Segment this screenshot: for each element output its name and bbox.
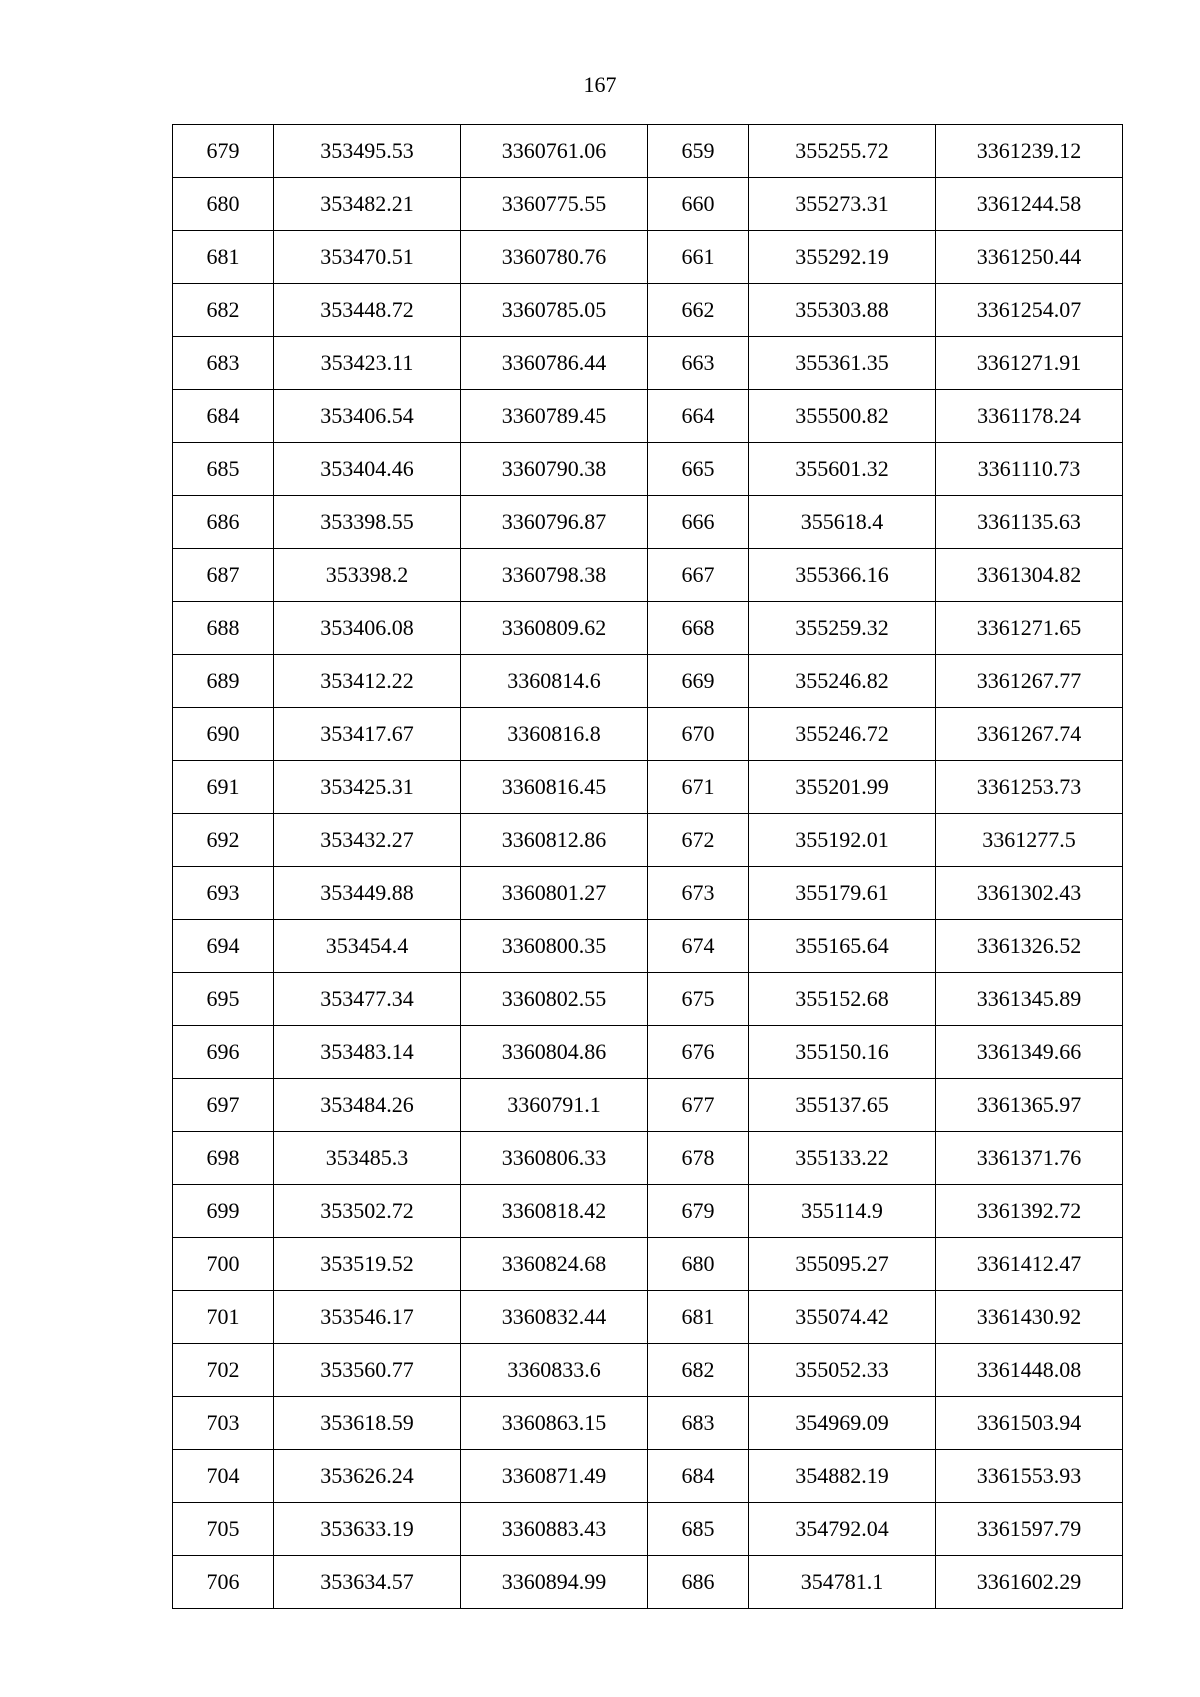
cell-point-id-left: 699	[173, 1185, 274, 1238]
cell-point-id-left: 680	[173, 178, 274, 231]
cell-point-id-right: 676	[648, 1026, 749, 1079]
cell-x-left: 353546.17	[274, 1291, 461, 1344]
table-row	[173, 231, 1123, 284]
cell-point-id-right: 663	[648, 337, 749, 390]
cell-x-right: 355246.72	[749, 708, 936, 761]
cell-y-left: 3360801.27	[461, 867, 648, 920]
cell-x-right: 355618.4	[749, 496, 936, 549]
cell-y-left: 3360798.38	[461, 549, 648, 602]
cell-x-left: 353519.52	[274, 1238, 461, 1291]
cell-x-left: 353560.77	[274, 1344, 461, 1397]
cell-point-id-right: 671	[648, 761, 749, 814]
cell-point-id-left: 696	[173, 1026, 274, 1079]
cell-x-right: 355361.35	[749, 337, 936, 390]
cell-x-left: 353483.14	[274, 1026, 461, 1079]
cell-y-left: 3360894.99	[461, 1556, 648, 1609]
cell-y-right: 3361412.47	[936, 1238, 1123, 1291]
cell-point-id-left: 690	[173, 708, 274, 761]
cell-y-right: 3361304.82	[936, 549, 1123, 602]
cell-x-left: 353412.22	[274, 655, 461, 708]
cell-x-right: 355601.32	[749, 443, 936, 496]
cell-y-left: 3360786.44	[461, 337, 648, 390]
cell-y-left: 3360816.8	[461, 708, 648, 761]
cell-point-id-right: 665	[648, 443, 749, 496]
cell-y-right: 3361349.66	[936, 1026, 1123, 1079]
cell-y-right: 3361430.92	[936, 1291, 1123, 1344]
cell-y-right: 3361371.76	[936, 1132, 1123, 1185]
cell-point-id-right: 672	[648, 814, 749, 867]
cell-x-right: 354882.19	[749, 1450, 936, 1503]
table-row	[173, 1503, 1123, 1556]
cell-x-right: 355052.33	[749, 1344, 936, 1397]
table-row	[173, 973, 1123, 1026]
cell-x-left: 353398.2	[274, 549, 461, 602]
cell-point-id-left: 697	[173, 1079, 274, 1132]
cell-y-left: 3360804.86	[461, 1026, 648, 1079]
cell-point-id-right: 668	[648, 602, 749, 655]
cell-point-id-right: 669	[648, 655, 749, 708]
cell-point-id-right: 662	[648, 284, 749, 337]
cell-point-id-left: 685	[173, 443, 274, 496]
cell-y-left: 3360824.68	[461, 1238, 648, 1291]
cell-y-left: 3360800.35	[461, 920, 648, 973]
cell-y-left: 3360814.6	[461, 655, 648, 708]
cell-x-right: 355259.32	[749, 602, 936, 655]
cell-x-left: 353404.46	[274, 443, 461, 496]
table-row	[173, 708, 1123, 761]
table-row	[173, 1026, 1123, 1079]
cell-point-id-right: 670	[648, 708, 749, 761]
cell-x-right: 354781.1	[749, 1556, 936, 1609]
cell-x-left: 353454.4	[274, 920, 461, 973]
cell-y-left: 3360761.06	[461, 125, 648, 178]
cell-point-id-right: 682	[648, 1344, 749, 1397]
cell-x-right: 355303.88	[749, 284, 936, 337]
table-row	[173, 549, 1123, 602]
table-row	[173, 443, 1123, 496]
table-row	[173, 655, 1123, 708]
cell-point-id-left: 679	[173, 125, 274, 178]
coordinate-table	[172, 124, 1123, 1609]
cell-y-right: 3361392.72	[936, 1185, 1123, 1238]
cell-x-left: 353406.54	[274, 390, 461, 443]
cell-y-left: 3360791.1	[461, 1079, 648, 1132]
cell-x-left: 353432.27	[274, 814, 461, 867]
cell-y-right: 3361326.52	[936, 920, 1123, 973]
cell-y-right: 3361503.94	[936, 1397, 1123, 1450]
cell-x-right: 354792.04	[749, 1503, 936, 1556]
cell-y-left: 3360796.87	[461, 496, 648, 549]
cell-x-left: 353484.26	[274, 1079, 461, 1132]
cell-x-right: 355246.82	[749, 655, 936, 708]
cell-x-left: 353470.51	[274, 231, 461, 284]
cell-point-id-left: 684	[173, 390, 274, 443]
cell-point-id-left: 701	[173, 1291, 274, 1344]
cell-x-right: 355201.99	[749, 761, 936, 814]
cell-point-id-left: 683	[173, 337, 274, 390]
cell-point-id-right: 675	[648, 973, 749, 1026]
table-row	[173, 1556, 1123, 1609]
cell-x-right: 355114.9	[749, 1185, 936, 1238]
table-row	[173, 1079, 1123, 1132]
cell-y-left: 3360780.76	[461, 231, 648, 284]
table-row	[173, 1397, 1123, 1450]
cell-x-right: 355150.16	[749, 1026, 936, 1079]
cell-x-right: 355179.61	[749, 867, 936, 920]
cell-x-right: 355074.42	[749, 1291, 936, 1344]
cell-point-id-right: 678	[648, 1132, 749, 1185]
cell-y-right: 3361277.5	[936, 814, 1123, 867]
cell-x-left: 353626.24	[274, 1450, 461, 1503]
cell-y-left: 3360802.55	[461, 973, 648, 1026]
cell-y-right: 3361597.79	[936, 1503, 1123, 1556]
cell-x-left: 353482.21	[274, 178, 461, 231]
cell-y-right: 3361267.74	[936, 708, 1123, 761]
cell-y-right: 3361602.29	[936, 1556, 1123, 1609]
table-row	[173, 496, 1123, 549]
cell-x-left: 353633.19	[274, 1503, 461, 1556]
cell-x-left: 353477.34	[274, 973, 461, 1026]
cell-point-id-right: 680	[648, 1238, 749, 1291]
cell-point-id-right: 674	[648, 920, 749, 973]
cell-x-right: 354969.09	[749, 1397, 936, 1450]
cell-point-id-right: 686	[648, 1556, 749, 1609]
cell-x-right: 355152.68	[749, 973, 936, 1026]
cell-point-id-left: 704	[173, 1450, 274, 1503]
cell-y-left: 3360790.38	[461, 443, 648, 496]
cell-x-right: 355165.64	[749, 920, 936, 973]
cell-x-left: 353423.11	[274, 337, 461, 390]
cell-point-id-left: 682	[173, 284, 274, 337]
table-row	[173, 602, 1123, 655]
cell-y-right: 3361253.73	[936, 761, 1123, 814]
cell-y-right: 3361254.07	[936, 284, 1123, 337]
cell-point-id-left: 692	[173, 814, 274, 867]
cell-x-right: 355500.82	[749, 390, 936, 443]
cell-y-left: 3360871.49	[461, 1450, 648, 1503]
cell-point-id-left: 689	[173, 655, 274, 708]
cell-x-left: 353406.08	[274, 602, 461, 655]
cell-y-left: 3360833.6	[461, 1344, 648, 1397]
cell-x-left: 353495.53	[274, 125, 461, 178]
cell-point-id-left: 691	[173, 761, 274, 814]
page-number: 167	[583, 72, 617, 97]
cell-y-left: 3360832.44	[461, 1291, 648, 1344]
cell-point-id-left: 688	[173, 602, 274, 655]
cell-y-right: 3361178.24	[936, 390, 1123, 443]
cell-point-id-right: 659	[648, 125, 749, 178]
cell-point-id-left: 686	[173, 496, 274, 549]
table-row	[173, 125, 1123, 178]
cell-point-id-left: 695	[173, 973, 274, 1026]
cell-y-left: 3360818.42	[461, 1185, 648, 1238]
cell-point-id-left: 706	[173, 1556, 274, 1609]
cell-point-id-right: 681	[648, 1291, 749, 1344]
cell-point-id-right: 684	[648, 1450, 749, 1503]
cell-y-right: 3361267.77	[936, 655, 1123, 708]
cell-x-right: 355137.65	[749, 1079, 936, 1132]
cell-y-right: 3361250.44	[936, 231, 1123, 284]
cell-x-right: 355273.31	[749, 178, 936, 231]
table-row	[173, 867, 1123, 920]
cell-y-right: 3361110.73	[936, 443, 1123, 496]
cell-y-left: 3360816.45	[461, 761, 648, 814]
cell-point-id-left: 694	[173, 920, 274, 973]
table-row	[173, 337, 1123, 390]
cell-point-id-right: 666	[648, 496, 749, 549]
table-row	[173, 284, 1123, 337]
cell-y-left: 3360775.55	[461, 178, 648, 231]
cell-y-right: 3361271.91	[936, 337, 1123, 390]
cell-point-id-left: 703	[173, 1397, 274, 1450]
cell-point-id-left: 700	[173, 1238, 274, 1291]
cell-x-right: 355366.16	[749, 549, 936, 602]
cell-point-id-left: 687	[173, 549, 274, 602]
table-row	[173, 761, 1123, 814]
table-row	[173, 178, 1123, 231]
cell-point-id-right: 673	[648, 867, 749, 920]
cell-y-left: 3360863.15	[461, 1397, 648, 1450]
cell-x-left: 353485.3	[274, 1132, 461, 1185]
cell-y-right: 3361135.63	[936, 496, 1123, 549]
cell-y-left: 3360809.62	[461, 602, 648, 655]
cell-x-right: 355133.22	[749, 1132, 936, 1185]
table-row	[173, 920, 1123, 973]
cell-x-right: 355292.19	[749, 231, 936, 284]
cell-y-right: 3361448.08	[936, 1344, 1123, 1397]
cell-y-left: 3360812.86	[461, 814, 648, 867]
cell-point-id-right: 679	[648, 1185, 749, 1238]
cell-x-right: 355095.27	[749, 1238, 936, 1291]
cell-x-left: 353618.59	[274, 1397, 461, 1450]
cell-y-right: 3361345.89	[936, 973, 1123, 1026]
cell-point-id-right: 683	[648, 1397, 749, 1450]
cell-x-left: 353448.72	[274, 284, 461, 337]
table-row	[173, 1291, 1123, 1344]
cell-y-left: 3360785.05	[461, 284, 648, 337]
table-row	[173, 1450, 1123, 1503]
cell-point-id-right: 685	[648, 1503, 749, 1556]
cell-y-right: 3361244.58	[936, 178, 1123, 231]
table-row	[173, 1185, 1123, 1238]
cell-y-right: 3361553.93	[936, 1450, 1123, 1503]
cell-x-left: 353425.31	[274, 761, 461, 814]
cell-y-right: 3361365.97	[936, 1079, 1123, 1132]
table-row	[173, 1344, 1123, 1397]
cell-y-left: 3360789.45	[461, 390, 648, 443]
cell-x-left: 353502.72	[274, 1185, 461, 1238]
cell-x-left: 353449.88	[274, 867, 461, 920]
cell-point-id-right: 677	[648, 1079, 749, 1132]
cell-x-right: 355192.01	[749, 814, 936, 867]
cell-point-id-left: 702	[173, 1344, 274, 1397]
cell-point-id-left: 705	[173, 1503, 274, 1556]
cell-y-left: 3360806.33	[461, 1132, 648, 1185]
cell-x-left: 353417.67	[274, 708, 461, 761]
table-row	[173, 1132, 1123, 1185]
cell-point-id-right: 664	[648, 390, 749, 443]
cell-point-id-right: 660	[648, 178, 749, 231]
cell-point-id-left: 698	[173, 1132, 274, 1185]
table-row	[173, 814, 1123, 867]
cell-point-id-left: 693	[173, 867, 274, 920]
cell-y-right: 3361271.65	[936, 602, 1123, 655]
cell-y-right: 3361302.43	[936, 867, 1123, 920]
cell-y-left: 3360883.43	[461, 1503, 648, 1556]
table-row	[173, 1238, 1123, 1291]
cell-point-id-left: 681	[173, 231, 274, 284]
cell-point-id-right: 661	[648, 231, 749, 284]
cell-point-id-right: 667	[648, 549, 749, 602]
cell-x-left: 353634.57	[274, 1556, 461, 1609]
table-row	[173, 390, 1123, 443]
cell-y-right: 3361239.12	[936, 125, 1123, 178]
coordinate-table-body	[173, 125, 1123, 1609]
cell-x-left: 353398.55	[274, 496, 461, 549]
cell-x-right: 355255.72	[749, 125, 936, 178]
